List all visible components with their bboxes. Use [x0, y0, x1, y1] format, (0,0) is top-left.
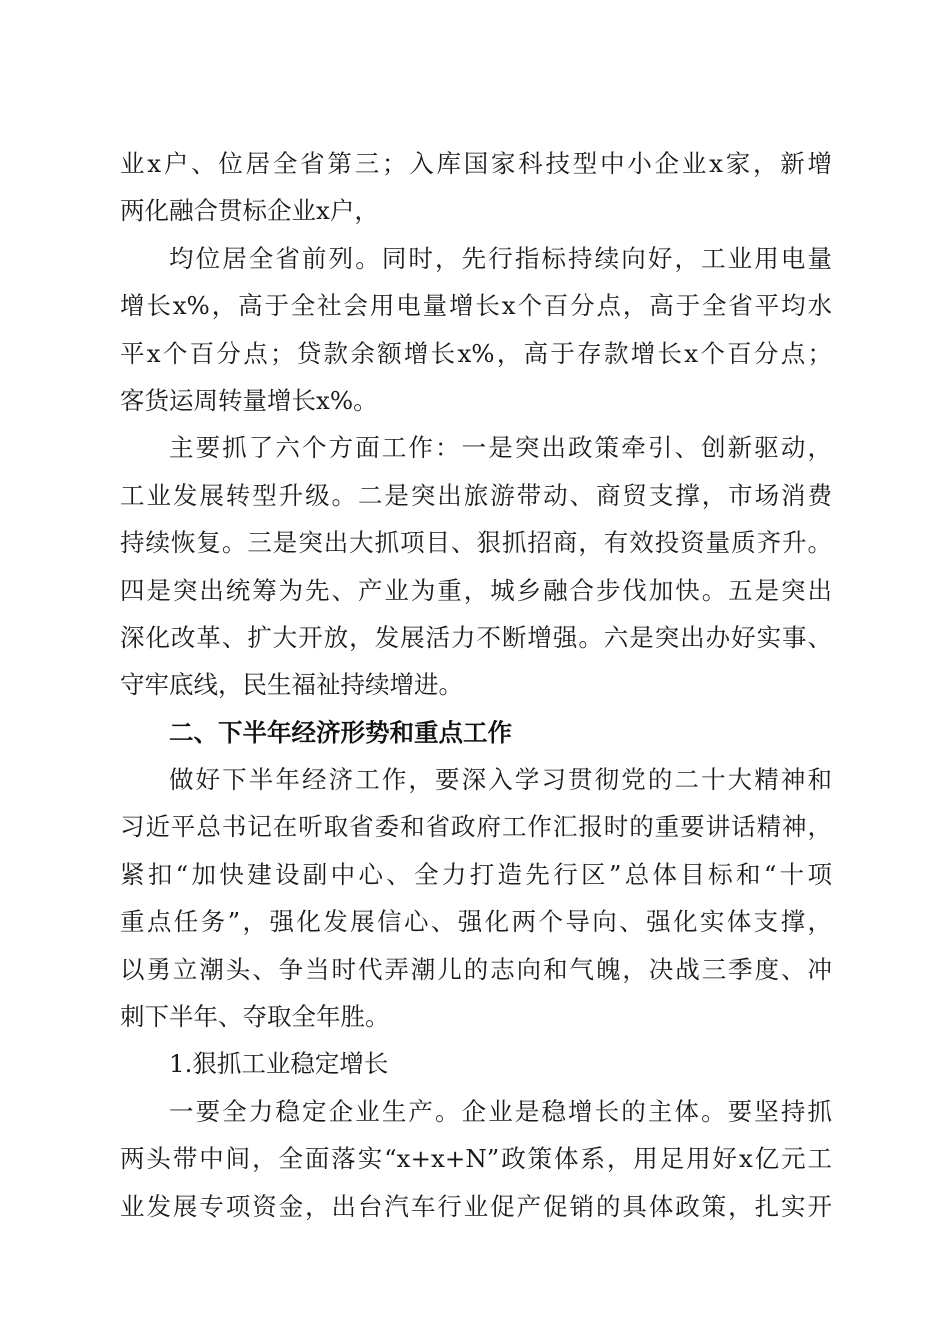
text-line: 守牢底线，民生福祉持续增进。: [120, 670, 463, 700]
section-heading: 二、下半年经济形势和重点工作: [169, 717, 512, 747]
text-line: 以勇立潮头、争当时代弄潮儿的志向和气魄，决战三季度、冲: [120, 954, 832, 984]
subsection-heading: 1.狠抓工业稳定增长: [169, 1049, 389, 1079]
text-line: 增长x%，高于全社会用电量增长x个百分点，高于全省平均水: [120, 291, 832, 321]
text-line: 深化改革、扩大开放，发展活力不断增强。六是突出办好实事、: [120, 622, 832, 652]
text-line: 重点任务”，强化发展信心、强化两个导向、强化实体支撑，: [120, 907, 832, 937]
text-line: 业发展专项资金，出台汽车行业促产促销的具体政策，扎实开: [120, 1191, 832, 1221]
text-line: 两化融合贯标企业x户，: [120, 196, 379, 226]
text-line: 四是突出统筹为先、产业为重，城乡融合步伐加快。五是突出: [120, 575, 832, 605]
text-line: 紧扣“加快建设副中心、全力打造先行区”总体目标和“十项: [120, 859, 832, 889]
document-body: [120, 140, 832, 1230]
paragraph-start-line: 做好下半年经济工作，要深入学习贯彻党的二十大精神和: [169, 765, 832, 795]
paragraph-start-line: 主要抓了六个方面工作：一是突出政策牵引、创新驱动，: [169, 433, 832, 463]
text-line: 业x户、位居全省第三；入库国家科技型中小企业x家，新增: [120, 149, 832, 178]
text-line: 工业发展转型升级。二是突出旅游带动、商贸支撑，市场消费: [120, 480, 832, 510]
paragraph-start-line: 均位居全省前列。同时，先行指标持续向好，工业用电量: [169, 243, 832, 273]
paragraph-start-line: 一要全力稳定企业生产。企业是稳增长的主体。要坚持抓: [169, 1096, 832, 1126]
text-line: 平x个百分点；贷款余额增长x%，高于存款增长x个百分点；: [120, 338, 832, 368]
text-line: 两头带中间，全面落实“x+x+N”政策体系，用足用好x亿元工: [120, 1144, 832, 1174]
text-line: 持续恢复。三是突出大抓项目、狠抓招商，有效投资量质齐升。: [120, 528, 832, 558]
text-line: 客货运周转量增长x%。: [120, 385, 378, 415]
text-line: 刺下半年、夺取全年胜。: [120, 1002, 390, 1032]
text-line: 习近平总书记在听取省委和省政府工作汇报时的重要讲话精神，: [120, 812, 832, 842]
